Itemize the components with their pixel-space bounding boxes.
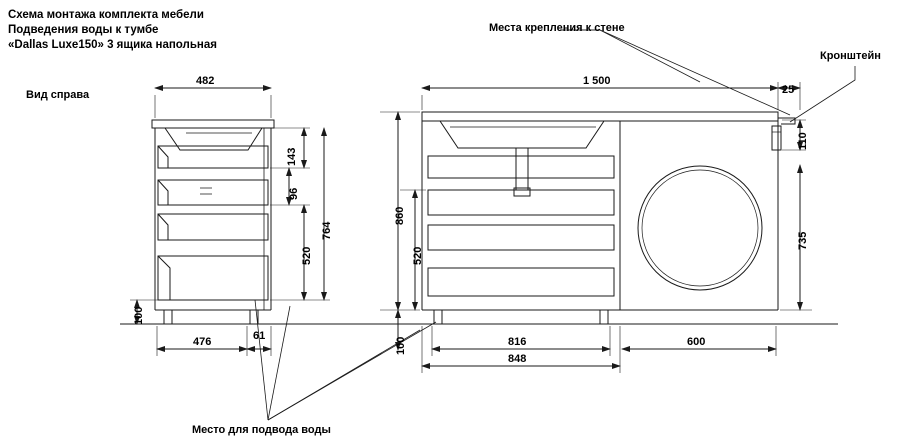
label-wall-mounts: Места крепления к стене (489, 22, 625, 34)
label-bracket: Кронштейн (820, 50, 881, 62)
dim-label-764: 764 (321, 221, 333, 240)
dim-label-100-side: 100 (133, 306, 145, 325)
dim-label-520-front: 520 (412, 246, 424, 265)
leader-wall-mounts (560, 30, 790, 115)
dim-label-848: 848 (508, 353, 527, 365)
side-view-cabinet (152, 120, 274, 324)
dim-label-96: 96 (288, 187, 300, 200)
dim-482 (155, 88, 271, 118)
dim-label-110: 110 (797, 132, 809, 150)
leader-water-supply (255, 300, 436, 420)
dim-label-143: 143 (286, 147, 298, 166)
dim-520 (270, 205, 330, 300)
dim-label-600: 600 (687, 336, 706, 348)
dim-label-860: 860 (394, 206, 406, 225)
dim-label-100-front: 100 (395, 336, 407, 355)
dim-label-1500: 1 500 (583, 75, 611, 87)
dim-label-25: 25 (782, 84, 795, 96)
page-title-line3: «Dallas Luxe150» 3 ящика напольная (8, 39, 217, 51)
dim-label-735: 735 (797, 231, 809, 250)
dim-label-520-side: 520 (301, 246, 313, 265)
dim-label-476: 476 (193, 336, 212, 348)
page-title-line2: Подведения воды к тумбе (8, 24, 159, 36)
front-view-cabinet (422, 112, 778, 324)
dim-label-61: 61 (253, 330, 266, 342)
label-water-supply: Место для подвода воды (192, 424, 331, 436)
page-title-line1: Схема монтажа комплекта мебели (8, 9, 204, 21)
dim-label-816: 816 (508, 336, 527, 348)
dim-label-482: 482 (196, 75, 215, 87)
bracket-detail (772, 118, 795, 150)
label-right-view: Вид справа (26, 89, 90, 101)
